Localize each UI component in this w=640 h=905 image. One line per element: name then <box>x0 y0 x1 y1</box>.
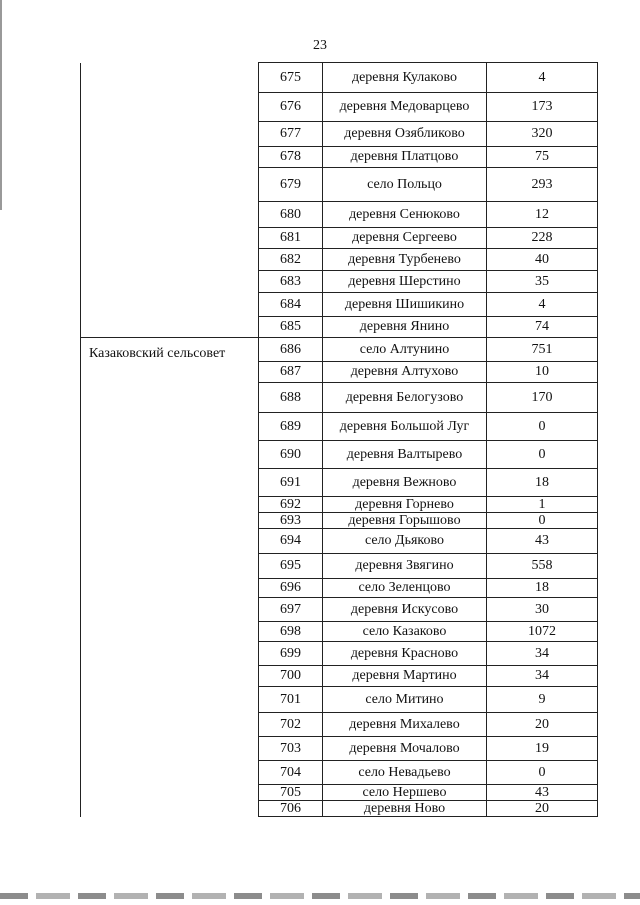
settlement-name-cell: деревня Кулаково <box>323 63 487 93</box>
value-cell: 1072 <box>487 622 598 642</box>
row-number-cell: 683 <box>259 271 323 293</box>
row-number-cell: 681 <box>259 228 323 249</box>
value-cell: 18 <box>487 469 598 497</box>
value-cell: 228 <box>487 228 598 249</box>
value-cell: 173 <box>487 93 598 122</box>
settlement-name-cell: деревня Янино <box>323 317 487 338</box>
settlement-name-cell: село Митино <box>323 687 487 713</box>
settlement-name-cell: деревня Искусово <box>323 598 487 622</box>
settlement-name-cell: деревня Сергеево <box>323 228 487 249</box>
value-cell: 293 <box>487 168 598 202</box>
row-number-cell: 691 <box>259 469 323 497</box>
settlement-name-cell: село Алтунино <box>323 338 487 362</box>
settlement-name-cell: село Зеленцово <box>323 579 487 598</box>
value-cell: 30 <box>487 598 598 622</box>
settlement-name-cell: деревня Шерстино <box>323 271 487 293</box>
value-cell: 12 <box>487 202 598 228</box>
row-number-cell: 696 <box>259 579 323 598</box>
table-row <box>81 338 598 362</box>
value-cell: 35 <box>487 271 598 293</box>
table-row <box>81 63 598 93</box>
value-cell: 4 <box>487 63 598 93</box>
scan-artifact-lines <box>0 893 640 899</box>
row-number-cell: 688 <box>259 383 323 413</box>
settlement-name-cell: деревня Медоварцево <box>323 93 487 122</box>
row-number-cell: 685 <box>259 317 323 338</box>
value-cell: 0 <box>487 413 598 441</box>
settlement-name-cell: деревня Платцово <box>323 147 487 168</box>
value-cell: 74 <box>487 317 598 338</box>
value-cell: 10 <box>487 362 598 383</box>
row-number-cell: 704 <box>259 761 323 785</box>
row-number-cell: 684 <box>259 293 323 317</box>
value-cell: 43 <box>487 529 598 554</box>
settlement-name-cell: деревня Турбенево <box>323 249 487 271</box>
scan-edge-mark <box>0 0 2 210</box>
row-number-cell: 699 <box>259 642 323 666</box>
settlement-name-cell: село Дьяково <box>323 529 487 554</box>
settlement-table <box>80 62 598 817</box>
row-number-cell: 687 <box>259 362 323 383</box>
row-number-cell: 676 <box>259 93 323 122</box>
settlement-name-cell: деревня Валтырево <box>323 441 487 469</box>
settlement-name-cell: деревня Звягино <box>323 554 487 579</box>
settlement-name-cell: деревня Мартино <box>323 666 487 687</box>
value-cell: 19 <box>487 737 598 761</box>
settlement-name-cell: деревня Красново <box>323 642 487 666</box>
settlement-name-cell: село Невадьево <box>323 761 487 785</box>
value-cell: 4 <box>487 293 598 317</box>
row-number-cell: 689 <box>259 413 323 441</box>
settlement-name-cell: деревня Горнево <box>323 497 487 513</box>
settlement-name-cell: деревня Алтухово <box>323 362 487 383</box>
row-number-cell: 675 <box>259 63 323 93</box>
value-cell: 320 <box>487 122 598 147</box>
page-number: 23 <box>313 38 327 53</box>
settlement-name-cell: деревня Ново <box>323 801 487 817</box>
settlement-name-cell: село Польцо <box>323 168 487 202</box>
row-number-cell: 697 <box>259 598 323 622</box>
value-cell: 34 <box>487 666 598 687</box>
settlement-name-cell: деревня Мочалово <box>323 737 487 761</box>
value-cell: 0 <box>487 513 598 529</box>
value-cell: 558 <box>487 554 598 579</box>
value-cell: 34 <box>487 642 598 666</box>
settlement-name-cell: деревня Сенюково <box>323 202 487 228</box>
row-number-cell: 701 <box>259 687 323 713</box>
value-cell: 0 <box>487 761 598 785</box>
row-number-cell: 694 <box>259 529 323 554</box>
row-number-cell: 702 <box>259 713 323 737</box>
row-number-cell: 695 <box>259 554 323 579</box>
value-cell: 75 <box>487 147 598 168</box>
row-number-cell: 677 <box>259 122 323 147</box>
row-number-cell: 693 <box>259 513 323 529</box>
settlement-name-cell: село Казаково <box>323 622 487 642</box>
row-number-cell: 698 <box>259 622 323 642</box>
value-cell: 751 <box>487 338 598 362</box>
value-cell: 43 <box>487 785 598 801</box>
council-name-cell <box>81 63 259 338</box>
settlement-name-cell: деревня Большой Луг <box>323 413 487 441</box>
row-number-cell: 682 <box>259 249 323 271</box>
value-cell: 170 <box>487 383 598 413</box>
value-cell: 20 <box>487 801 598 817</box>
settlement-name-cell: деревня Озябликово <box>323 122 487 147</box>
settlement-name-cell: деревня Шишикино <box>323 293 487 317</box>
row-number-cell: 705 <box>259 785 323 801</box>
value-cell: 40 <box>487 249 598 271</box>
value-cell: 1 <box>487 497 598 513</box>
row-number-cell: 686 <box>259 338 323 362</box>
row-number-cell: 700 <box>259 666 323 687</box>
row-number-cell: 692 <box>259 497 323 513</box>
value-cell: 20 <box>487 713 598 737</box>
council-name-cell: Казаковский сельсовет <box>81 338 259 817</box>
settlement-name-cell: деревня Горышово <box>323 513 487 529</box>
row-number-cell: 690 <box>259 441 323 469</box>
value-cell: 0 <box>487 441 598 469</box>
row-number-cell: 679 <box>259 168 323 202</box>
settlement-name-cell: деревня Белогузово <box>323 383 487 413</box>
value-cell: 18 <box>487 579 598 598</box>
settlement-name-cell: деревня Михалево <box>323 713 487 737</box>
row-number-cell: 678 <box>259 147 323 168</box>
row-number-cell: 703 <box>259 737 323 761</box>
row-number-cell: 706 <box>259 801 323 817</box>
settlement-name-cell: деревня Вежново <box>323 469 487 497</box>
row-number-cell: 680 <box>259 202 323 228</box>
settlement-name-cell: село Нершево <box>323 785 487 801</box>
value-cell: 9 <box>487 687 598 713</box>
